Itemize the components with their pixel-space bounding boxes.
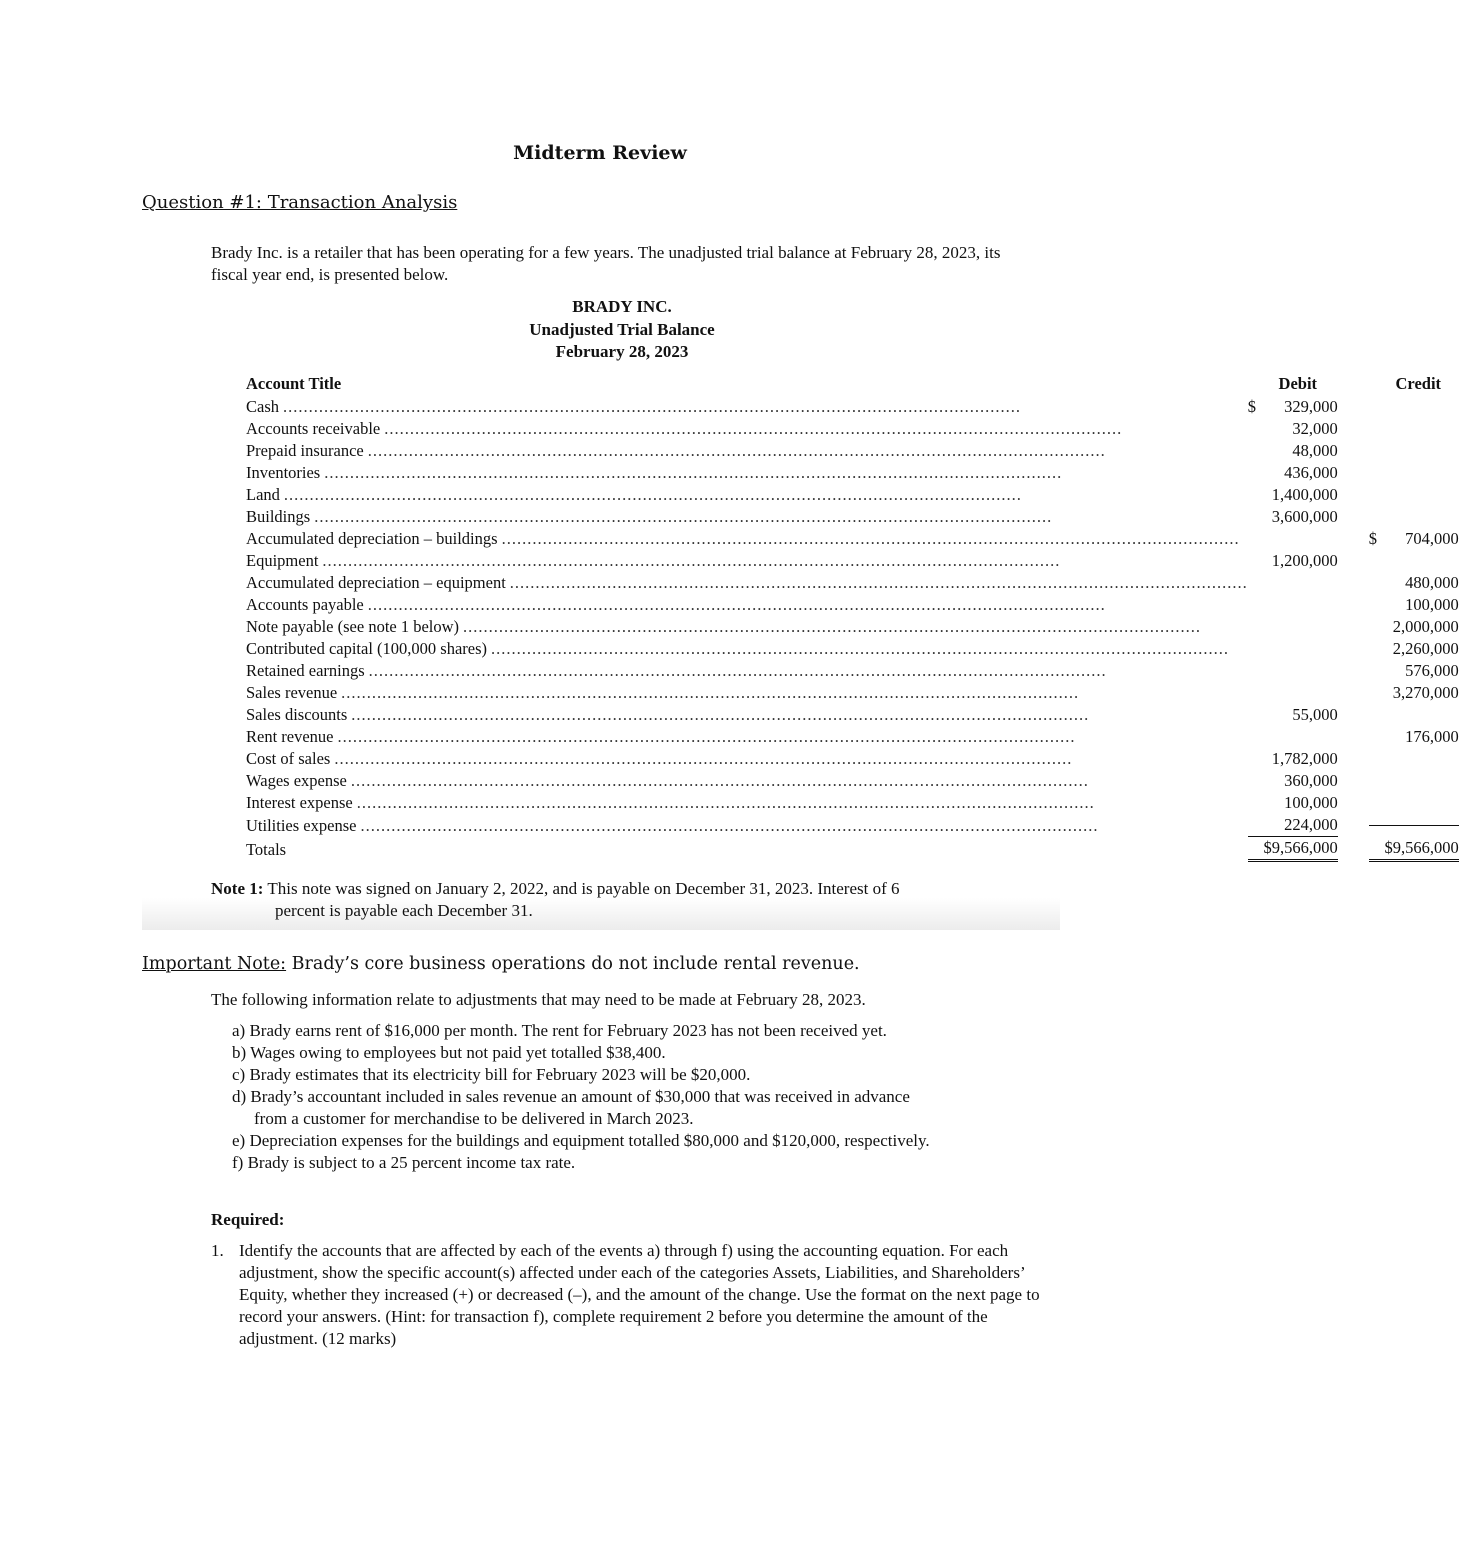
credit-cell [1338,506,1459,528]
table-row [246,594,1459,616]
debit-cell [1248,506,1338,528]
adjustment-letter: b) [232,1043,247,1062]
debit-dollar: $ [1247,397,1257,416]
credit-amount: 3,270,000 [1392,683,1459,702]
debit-cell [1248,748,1338,770]
page-title: Midterm Review [513,142,687,164]
debit-cell [1248,660,1338,682]
table-row [246,792,1459,814]
list-item [232,1152,1052,1174]
account-title: Sales revenue [246,683,338,702]
account-title: Accounts receivable [246,419,381,438]
table-row [246,660,1459,682]
adjustment-text-cont: from a customer for merchandise to be delivered in March 2023. [254,1109,694,1128]
required-list [211,1240,1041,1350]
credit-cell [1338,814,1459,837]
list-item [232,1130,1052,1152]
totals-label: Totals [246,839,287,859]
debit-amount: 55,000 [1292,705,1338,724]
header-account: Account Title [246,374,342,393]
credit-cell [1338,660,1459,682]
account-cell [246,748,1248,770]
credit-cell [1338,440,1459,462]
adjustments-intro: The following information relate to adjustments that may need to be made at February 28, 2023. [211,990,866,1009]
adjustment-letter: e) [232,1131,246,1150]
table-row [246,704,1459,726]
debit-cell [1248,682,1338,704]
credit-amount: 576,000 [1405,661,1459,680]
adjustment-text: Brady earns rent of $16,000 per month. The rent for February 2023 has not been received yet. [249,1021,887,1040]
debit-cell [1248,572,1338,594]
account-title: Cost of sales [246,749,331,768]
account-title: Buildings [246,507,311,526]
totals-credit: $9,566,000 [1384,838,1459,857]
debit-amount: 224,000 [1284,815,1338,834]
account-title: Sales discounts [246,705,348,724]
account-cell [246,726,1248,748]
table-row [246,572,1459,594]
account-title: Utilities expense [246,815,357,835]
trial-balance-body [246,396,1459,862]
account-title: Contributed capital (100,000 shares) [246,639,488,658]
credit-cell [1338,572,1459,594]
company-name: BRADY INC. [572,297,672,316]
account-cell [246,572,1248,594]
account-cell [246,484,1248,506]
adjustment-text: Depreciation expenses for the buildings and equipment totalled $80,000 and $120,000, respectively. [249,1131,930,1150]
account-cell [246,704,1248,726]
table-row [246,550,1459,572]
account-cell [246,528,1248,550]
account-title: Accounts payable [246,595,364,614]
table-row [246,396,1459,418]
debit-amount: 32,000 [1292,419,1338,438]
required-text: Identify the accounts that are affected by each of the events a) through f) using the accounting equation. For each adjustment, show the specific account(s) affected under each of the categories Assets, Liabilities, and Shareholders’ Equity, whether they increased (+) or decreased (–), and the amount of the change. Use the format on the next page to record your answers. (Hint: for transaction f), complete requirement 2 before you determine the amount of the adjustment. (12 marks) [239,1241,1040,1348]
adjustment-letter: c) [232,1065,246,1084]
debit-cell [1248,704,1338,726]
table-row [246,616,1459,638]
credit-cell [1338,396,1459,418]
debit-cell [1248,814,1338,837]
adjustment-text: Brady is subject to a 25 percent income tax rate. [247,1153,576,1172]
debit-cell [1248,484,1338,506]
account-cell [246,506,1248,528]
table-row [246,682,1459,704]
debit-cell [1248,726,1338,748]
adjustment-letter: a) [232,1021,246,1040]
debit-cell [1248,528,1338,550]
debit-cell [1248,770,1338,792]
list-item [232,1042,1052,1064]
credit-cell [1338,462,1459,484]
important-note-text: Brady’s core business operations do not include rental revenue. [291,954,860,974]
credit-cell [1338,484,1459,506]
account-cell [246,594,1248,616]
debit-amount: 360,000 [1284,771,1338,790]
note-1-line2: percent is payable each December 31. [275,901,533,920]
debit-cell [1248,550,1338,572]
credit-cell [1338,704,1459,726]
table-row [246,484,1459,506]
list-item [232,1020,1052,1042]
table-row [246,638,1459,660]
debit-cell [1248,638,1338,660]
credit-cell [1338,770,1459,792]
credit-cell [1338,550,1459,572]
credit-cell [1338,638,1459,660]
account-title: Accumulated depreciation – buildings [246,529,498,548]
account-title: Land [246,485,280,504]
header-debit: Debit [1278,374,1318,393]
account-cell [246,616,1248,638]
debit-cell [1248,396,1338,418]
account-title: Prepaid insurance [246,441,364,460]
debit-amount: 100,000 [1284,793,1338,812]
trial-balance-table [246,372,1459,862]
credit-amount: 2,260,000 [1392,639,1459,658]
debit-amount: 329,000 [1284,397,1338,416]
statement-date: February 28, 2023 [555,342,689,361]
account-title: Interest expense [246,793,353,812]
debit-amount: 48,000 [1292,441,1338,460]
table-row [246,814,1459,837]
important-note [142,954,860,974]
table-row [246,440,1459,462]
table-row [246,506,1459,528]
credit-cell [1338,616,1459,638]
required-number: 1. [211,1241,224,1260]
account-title: Accumulated depreciation – equipment [246,573,506,592]
totals-debit-cell [1248,837,1338,862]
credit-amount: 100,000 [1405,595,1459,614]
account-cell [246,814,1248,837]
account-cell [246,550,1248,572]
header-credit: Credit [1395,374,1442,393]
list-item [232,1064,1052,1086]
account-cell [246,462,1248,484]
list-item [232,1086,1052,1130]
credit-amount: 176,000 [1405,727,1459,746]
account-title: Equipment [246,551,319,570]
debit-cell [1248,616,1338,638]
account-title: Wages expense [246,771,347,790]
debit-amount: 1,200,000 [1271,551,1338,570]
credit-dollar: $ [1368,529,1378,548]
required-label: Required: [211,1210,285,1229]
table-row [246,726,1459,748]
note-1-label: Note 1: [211,879,264,898]
adjustment-letter: d) [232,1087,247,1106]
account-title: Inventories [246,463,321,482]
list-item [211,1240,1041,1350]
credit-amount: 704,000 [1405,529,1459,548]
debit-cell [1248,418,1338,440]
important-note-label: Important Note: [142,954,287,974]
note-1 [211,878,1011,922]
account-cell [246,682,1248,704]
totals-credit-cell [1338,837,1459,862]
trial-balance-heading [0,296,1244,364]
debit-amount: 436,000 [1284,463,1338,482]
debit-cell [1248,440,1338,462]
credit-cell [1338,726,1459,748]
debit-amount: 1,782,000 [1271,749,1338,768]
adjustment-text: Brady’s accountant included in sales revenue an amount of $30,000 that was received in advance [250,1087,910,1106]
debit-cell [1248,462,1338,484]
credit-cell [1338,528,1459,550]
debit-cell [1248,594,1338,616]
credit-amount: 2,000,000 [1392,617,1459,636]
account-cell [246,638,1248,660]
question-heading: Question #1: Transaction Analysis [142,192,458,213]
credit-cell [1338,792,1459,814]
account-title: Rent revenue [246,727,334,746]
table-row [246,770,1459,792]
account-title: Retained earnings [246,661,365,680]
credit-cell [1338,748,1459,770]
adjustment-text: Brady estimates that its electricity bill for February 2023 will be $20,000. [249,1065,751,1084]
account-cell [246,440,1248,462]
credit-cell [1338,418,1459,440]
table-row [246,462,1459,484]
account-cell [246,660,1248,682]
debit-cell [1248,792,1338,814]
account-cell [246,770,1248,792]
table-row [246,528,1459,550]
statement-name: Unadjusted Trial Balance [529,319,715,339]
adjustment-letter: f) [232,1153,244,1172]
credit-amount: 480,000 [1405,573,1459,592]
credit-cell [1338,594,1459,616]
intro-paragraph: Brady Inc. is a retailer that has been operating for a few years. The unadjusted trial balance at February 28, 2023, its fiscal year end, is presented below. [211,243,1001,284]
table-row [246,418,1459,440]
totals-row [246,837,1459,862]
debit-amount: 1,400,000 [1271,485,1338,504]
adjustments-list [232,1020,1052,1174]
note-1-line1: This note was signed on January 2, 2022, and is payable on December 31, 2023. Interest of 6 [267,879,900,898]
account-cell [246,418,1248,440]
totals-debit: $9,566,000 [1263,838,1338,857]
account-title: Cash [246,397,279,416]
adjustment-text: Wages owing to employees but not paid yet totalled $38,400. [250,1043,666,1062]
account-cell [246,792,1248,814]
table-header-row [246,372,1459,396]
debit-amount: 3,600,000 [1271,507,1338,526]
account-cell [246,396,1248,418]
account-title: Note payable (see note 1 below) [246,617,460,636]
table-row [246,748,1459,770]
credit-cell [1338,682,1459,704]
